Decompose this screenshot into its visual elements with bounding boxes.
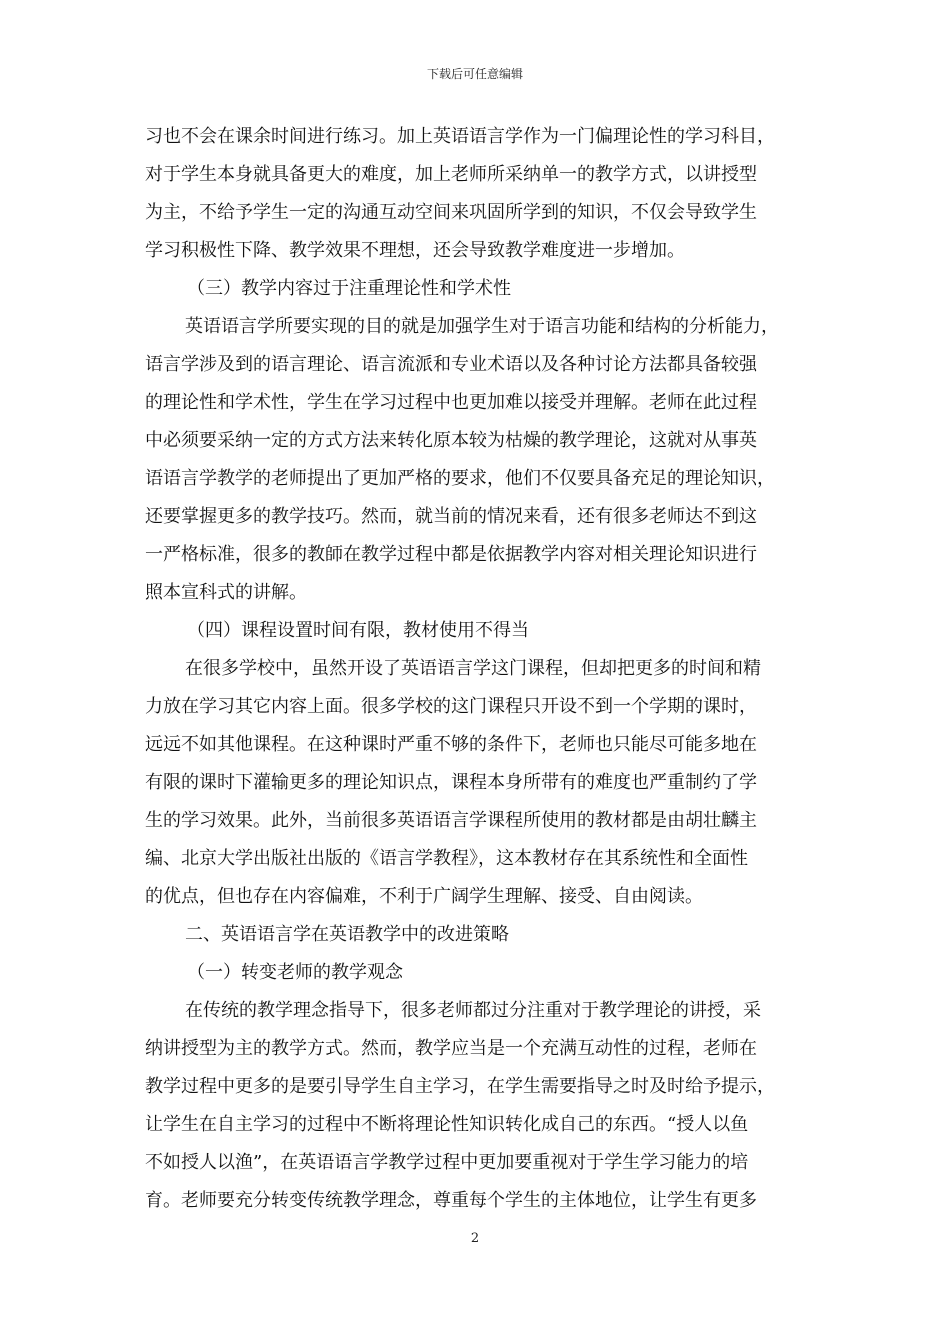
paragraph-line: 还要掌握更多的教学技巧。然而，就当前的情况来看，还有很多老师达不到这 xyxy=(145,506,757,527)
paragraph-line: 生的学习效果。此外，当前很多英语语言学课程所使用的教材都是由胡壮麟主 xyxy=(145,810,757,831)
paragraph-line: 的理论性和学术性，学生在学习过程中也更加难以接受并理解。老师在此过程 xyxy=(145,392,757,413)
section-heading: 二、英语语言学在英语教学中的改进策略 xyxy=(185,924,509,945)
paragraph-line: 力放在学习其它内容上面。很多学校的这门课程只开设不到一个学期的课时， xyxy=(145,696,757,717)
paragraph-line: 语言学涉及到的语言理论、语言流派和专业术语以及各种讨论方法都具备较强 xyxy=(145,354,757,375)
paragraph-line: 不如授人以渔”，在英语语言学教学过程中更加要重视对于学生学习能力的培 xyxy=(145,1152,749,1173)
page-header: 下载后可任意编辑 xyxy=(426,67,523,81)
paragraph-line: 教学过程中更多的是要引导学生自主学习，在学生需要指导之时及时给予提示， xyxy=(145,1076,775,1097)
section-heading: （三）教学内容过于注重理论性和学术性 xyxy=(187,278,511,299)
section-heading: （一）转变老师的教学观念 xyxy=(187,962,403,983)
paragraph-line: 的优点，但也存在内容偏难，不利于广阔学生理解、接受、自由阅读。 xyxy=(145,886,703,907)
paragraph-line: 习也不会在课余时间进行练习。加上英语语言学作为一门偏理论性的学习科目， xyxy=(145,126,775,147)
paragraph-line: 语语言学教学的老师提出了更加严格的要求，他们不仅要具备充足的理论知识， xyxy=(145,468,775,489)
paragraph-line: 让学生在自主学习的过程中不断将理论性知识转化成自己的东西。“授人以鱼 xyxy=(145,1114,749,1135)
paragraph-line: 学习积极性下降、教学效果不理想，还会导致教学难度进一步增加。 xyxy=(145,240,685,261)
paragraph-line: 育。老师要充分转变传统教学理念，尊重每个学生的主体地位，让学生有更多 xyxy=(145,1190,757,1211)
paragraph-line: 中必须要采纳一定的方式方法来转化原本较为枯燥的教学理论，这就对从事英 xyxy=(145,430,757,451)
paragraph-line: 在很多学校中，虽然开设了英语语言学这门课程，但却把更多的时间和精 xyxy=(185,658,761,679)
paragraph-line: 有限的课时下灌输更多的理论知识点，课程本身所带有的难度也严重制约了学 xyxy=(145,772,757,793)
paragraph-line: 照本宣科式的讲解。 xyxy=(145,582,307,603)
paragraph-line: 纳讲授型为主的教学方式。然而，教学应当是一个充满互动性的过程，老师在 xyxy=(145,1038,757,1059)
paragraph-line: 对于学生本身就具备更大的难度，加上老师所采纳单一的教学方式，以讲授型 xyxy=(145,164,757,185)
paragraph-line: 一严格标准，很多的教師在教学过程中都是依据教学内容对相关理论知识进行 xyxy=(145,544,757,565)
paragraph-line: 英语语言学所要实现的目的就是加强学生对于语言功能和结构的分析能力， xyxy=(185,316,779,337)
paragraph-line: 编、北京大学出版社出版的《语言学教程》，这本教材存在其系统性和全面性 xyxy=(145,848,748,869)
paragraph-line: 为主，不给予学生一定的沟通互动空间来巩固所学到的知识，不仅会导致学生 xyxy=(145,202,757,223)
page-number: 2 xyxy=(470,1231,480,1246)
paragraph-line: 远远不如其他课程。在这种课时严重不够的条件下，老师也只能尽可能多地在 xyxy=(145,734,757,755)
document-body xyxy=(145,118,807,1220)
paragraph-line: 在传统的教学理念指导下，很多老师都过分注重对于教学理论的讲授，采 xyxy=(185,1000,761,1021)
section-heading: （四）课程设置时间有限，教材使用不得当 xyxy=(187,620,529,641)
